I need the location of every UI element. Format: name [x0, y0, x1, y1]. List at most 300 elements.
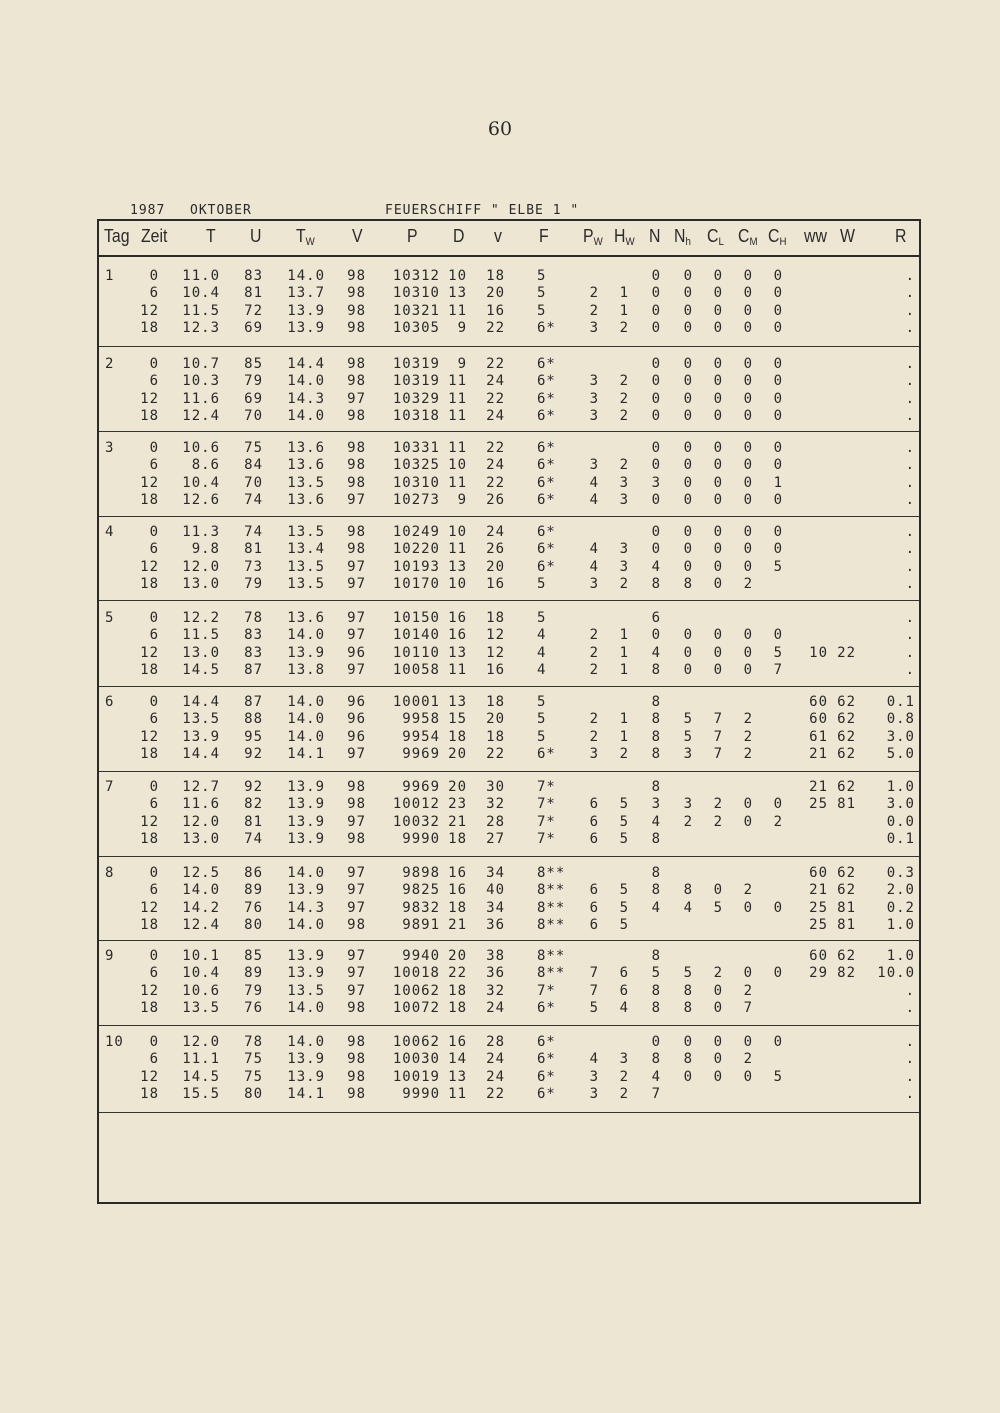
table-cell: 4: [537, 661, 547, 678]
table-cell: 3: [683, 745, 693, 762]
table-cell: 0: [683, 524, 693, 540]
table-cell: 13.9: [287, 796, 325, 813]
table-cell: 13.9: [287, 1068, 325, 1085]
table-cell: 82: [244, 796, 263, 813]
day-divider: [99, 686, 919, 687]
table-cell: 1: [619, 728, 629, 745]
table-cell: 0: [773, 356, 783, 372]
table-cell: 0.1: [886, 694, 915, 710]
table-cell: 0: [683, 440, 693, 456]
table-cell: 6: [149, 711, 159, 728]
table-cell: 0: [743, 627, 753, 644]
table-cell: 10310: [392, 474, 440, 491]
table-cell: .: [905, 661, 915, 678]
day-block: [97, 779, 921, 848]
table-cell: 24: [486, 373, 505, 390]
table-row: [97, 303, 921, 320]
table-cell: 85: [244, 948, 263, 964]
table-cell: 10.4: [182, 474, 220, 491]
table-cell: 0: [683, 373, 693, 390]
table-cell: 14.1: [287, 745, 325, 762]
table-cell: 69: [244, 390, 263, 407]
table-row: [97, 865, 921, 882]
table-cell: 13.9: [287, 319, 325, 336]
table-row: [97, 983, 921, 1000]
table-cell: 0: [651, 268, 661, 284]
table-cell: 12.4: [182, 916, 220, 933]
table-cell: 18: [448, 728, 467, 745]
table-cell: 12: [486, 644, 505, 661]
table-cell: 13.0: [182, 644, 220, 661]
table-cell: 0: [651, 302, 661, 319]
table-cell: 0: [683, 1068, 693, 1085]
table-row: [97, 492, 921, 509]
table-cell: 0: [651, 541, 661, 558]
table-cell: 2: [589, 644, 599, 661]
table-cell: 3: [651, 474, 661, 491]
table-cell: 0: [651, 627, 661, 644]
table-cell: 2: [743, 882, 753, 899]
table-cell: 13.6: [287, 440, 325, 456]
table-cell: 4: [537, 627, 547, 644]
table-cell: 20: [486, 711, 505, 728]
table-cell: 10305: [392, 319, 440, 336]
table-cell: 7: [713, 711, 723, 728]
table-cell: 13: [448, 558, 467, 575]
table-cell: 12.6: [182, 491, 220, 508]
table-cell: 2: [589, 661, 599, 678]
table-cell: 4: [589, 1051, 599, 1068]
table-cell: 2: [619, 745, 629, 762]
table-cell: 20: [448, 948, 467, 964]
table-cell: 13.4: [287, 541, 325, 558]
table-cell: 6*: [537, 541, 556, 558]
table-cell: 11: [448, 541, 467, 558]
table-cell: 2: [713, 965, 723, 982]
table-cell: 10: [809, 644, 828, 661]
table-cell: 6*: [537, 1034, 556, 1050]
table-cell: 3: [619, 558, 629, 575]
day-block: [97, 948, 921, 1017]
table-cell: 14.1: [287, 1085, 325, 1102]
table-cell: 8: [651, 830, 661, 847]
table-cell: 4: [589, 558, 599, 575]
table-cell: 7*: [537, 779, 556, 795]
table-cell: 0: [149, 440, 159, 456]
table-cell: 70: [244, 474, 263, 491]
table-cell: 0: [683, 390, 693, 407]
table-cell: 62: [837, 711, 856, 728]
table-cell: 0: [713, 373, 723, 390]
table-cell: .: [905, 644, 915, 661]
table-cell: 4: [589, 474, 599, 491]
column-header: Tag: [104, 226, 130, 246]
table-cell: 12: [140, 728, 159, 745]
table-cell: 16: [486, 661, 505, 678]
table-cell: 13.5: [287, 575, 325, 592]
table-cell: 18: [140, 745, 159, 762]
table-cell: 5: [773, 558, 783, 575]
table-cell: 12: [140, 558, 159, 575]
table-cell: 83: [244, 644, 263, 661]
table-cell: 6*: [537, 457, 556, 474]
table-cell: 6: [149, 541, 159, 558]
table-cell: 0: [713, 558, 723, 575]
table-cell: 13: [448, 285, 467, 302]
table-cell: .: [905, 627, 915, 644]
table-cell: 6: [589, 796, 599, 813]
table-cell: 0: [683, 491, 693, 508]
table-cell: 8**: [537, 965, 566, 982]
table-cell: 11.3: [182, 524, 220, 540]
table-cell: 98: [347, 373, 366, 390]
table-cell: 87: [244, 694, 263, 710]
table-cell: 0: [149, 865, 159, 881]
column-header: v: [494, 226, 502, 246]
table-row: [97, 900, 921, 917]
table-cell: 18: [448, 899, 467, 916]
table-cell: 12.0: [182, 813, 220, 830]
table-cell: 98: [347, 356, 366, 372]
table-cell: 98: [347, 916, 366, 933]
table-cell: 27: [486, 830, 505, 847]
table-cell: .: [905, 491, 915, 508]
table-cell: .: [905, 285, 915, 302]
table-cell: 14: [448, 1051, 467, 1068]
table-cell: 10058: [392, 661, 440, 678]
table-cell: 11: [448, 373, 467, 390]
table-cell: 11: [448, 407, 467, 424]
table-cell: 10030: [392, 1051, 440, 1068]
table-cell: 13.9: [287, 882, 325, 899]
table-cell: 7*: [537, 830, 556, 847]
table-cell: 14.0: [287, 407, 325, 424]
table-cell: 18: [140, 830, 159, 847]
table-cell: 6*: [537, 745, 556, 762]
table-cell: 1: [619, 302, 629, 319]
table-cell: 0: [149, 268, 159, 284]
table-cell: 12.3: [182, 319, 220, 336]
table-row: [97, 814, 921, 831]
table-cell: 0: [149, 694, 159, 710]
table-cell: 2: [773, 813, 783, 830]
table-end-divider: [99, 1112, 919, 1113]
table-cell: .: [905, 390, 915, 407]
table-cell: 14.0: [287, 268, 325, 284]
table-cell: 98: [347, 779, 366, 795]
column-header: Zeit: [141, 226, 168, 246]
table-cell: 16: [448, 1034, 467, 1050]
table-cell: 5: [619, 916, 629, 933]
table-cell: 76: [244, 999, 263, 1016]
table-cell: 74: [244, 830, 263, 847]
column-header: $N_h$: [674, 226, 691, 248]
table-cell: 13.9: [287, 644, 325, 661]
table-cell: .: [905, 999, 915, 1016]
table-cell: 7: [773, 661, 783, 678]
table-cell: 10110: [392, 644, 440, 661]
table-cell: 5: [773, 644, 783, 661]
table-cell: 0: [743, 440, 753, 456]
table-cell: 0: [713, 440, 723, 456]
table-cell: 0.8: [886, 711, 915, 728]
table-cell: 10.6: [182, 982, 220, 999]
table-cell: 11.5: [182, 627, 220, 644]
table-cell: 6*: [537, 1085, 556, 1102]
table-cell: .: [905, 1034, 915, 1050]
table-cell: 0: [713, 541, 723, 558]
table-cell: 9969: [402, 779, 440, 795]
table-cell: 0: [683, 627, 693, 644]
table-cell: 6: [589, 830, 599, 847]
table-cell: 13.5: [182, 999, 220, 1016]
table-cell: 2: [619, 575, 629, 592]
table-cell: 6*: [537, 356, 556, 372]
table-cell: 28: [486, 813, 505, 830]
table-cell: 7: [743, 999, 753, 1016]
table-cell: 13: [448, 1068, 467, 1085]
table-cell: .: [905, 457, 915, 474]
table-cell: 0: [773, 319, 783, 336]
table-cell: 4: [537, 644, 547, 661]
table-cell: 3: [589, 390, 599, 407]
table-cell: 2: [619, 1085, 629, 1102]
table-cell: .: [905, 268, 915, 284]
table-cell: 8: [683, 982, 693, 999]
table-cell: 16: [486, 575, 505, 592]
table-row: [97, 882, 921, 899]
table-cell: 2: [589, 711, 599, 728]
table-cell: 0: [651, 390, 661, 407]
table-cell: 0: [149, 948, 159, 964]
table-cell: 0: [743, 407, 753, 424]
table-cell: 5: [619, 813, 629, 830]
table-cell: 0: [773, 627, 783, 644]
column-header-row: [97, 219, 921, 257]
table-cell: 16: [448, 610, 467, 626]
table-cell: 2: [713, 796, 723, 813]
table-cell: 11: [448, 474, 467, 491]
table-cell: 4: [651, 644, 661, 661]
table-cell: 3: [589, 1085, 599, 1102]
table-cell: 5: [683, 965, 693, 982]
table-cell: 62: [837, 865, 856, 881]
table-cell: 10220: [392, 541, 440, 558]
table-cell: 3: [589, 745, 599, 762]
table-cell: 5: [773, 1068, 783, 1085]
table-cell: 0: [773, 407, 783, 424]
table-cell: 5: [537, 610, 547, 626]
table-cell: 6: [149, 965, 159, 982]
day-block: [97, 356, 921, 425]
table-cell: 10012: [392, 796, 440, 813]
table-cell: 0: [743, 1034, 753, 1050]
table-cell: 6: [149, 457, 159, 474]
table-cell: 22: [486, 474, 505, 491]
table-cell: 14.0: [287, 711, 325, 728]
table-row: [97, 576, 921, 593]
table-cell: 32: [486, 982, 505, 999]
table-cell: 2: [619, 373, 629, 390]
table-cell: 22: [486, 440, 505, 456]
table-cell: 36: [486, 916, 505, 933]
table-cell: 0: [743, 796, 753, 813]
table-cell: 5: [683, 711, 693, 728]
table-cell: 98: [347, 796, 366, 813]
table-cell: .: [905, 541, 915, 558]
table-row: [97, 475, 921, 492]
table-cell: 10: [448, 268, 467, 284]
table-cell: 2: [619, 457, 629, 474]
table-cell: 86: [244, 865, 263, 881]
table-cell: 4: [683, 899, 693, 916]
table-row: [97, 285, 921, 302]
table-cell: 13.9: [287, 813, 325, 830]
cell-day: 2: [105, 356, 115, 372]
day-block: [97, 524, 921, 593]
table-cell: 13.5: [182, 711, 220, 728]
table-cell: 0.0: [886, 813, 915, 830]
table-cell: 12: [140, 899, 159, 916]
table-cell: 14.2: [182, 899, 220, 916]
table-cell: 0: [713, 627, 723, 644]
table-cell: 0: [713, 999, 723, 1016]
table-cell: 62: [837, 948, 856, 964]
table-cell: 0: [713, 882, 723, 899]
table-cell: .: [905, 610, 915, 626]
table-cell: 8: [651, 779, 661, 795]
table-cell: 10001: [392, 694, 440, 710]
table-cell: 10072: [392, 999, 440, 1016]
table-cell: 6: [589, 882, 599, 899]
table-cell: 97: [347, 627, 366, 644]
table-cell: 6: [651, 610, 661, 626]
table-row: [97, 662, 921, 679]
table-cell: 12: [140, 390, 159, 407]
table-cell: 16: [448, 882, 467, 899]
table-cell: 6*: [537, 999, 556, 1016]
table-cell: 0: [651, 319, 661, 336]
table-cell: .: [905, 1068, 915, 1085]
table-cell: 12: [140, 1068, 159, 1085]
table-cell: 96: [347, 728, 366, 745]
table-cell: 9958: [402, 711, 440, 728]
table-cell: 13.9: [287, 948, 325, 964]
table-cell: 21: [809, 745, 828, 762]
table-cell: 12: [140, 302, 159, 319]
table-cell: 97: [347, 661, 366, 678]
table-cell: 0: [149, 1034, 159, 1050]
table-cell: 16: [448, 865, 467, 881]
table-cell: 95: [244, 728, 263, 745]
table-cell: 11.6: [182, 796, 220, 813]
table-cell: 0: [651, 373, 661, 390]
table-cell: 10319: [392, 373, 440, 390]
table-cell: .: [905, 373, 915, 390]
table-cell: 5: [683, 728, 693, 745]
day-divider: [99, 940, 919, 941]
table-cell: 0: [651, 407, 661, 424]
header-month: OKTOBER: [190, 203, 252, 218]
table-cell: 0: [651, 356, 661, 372]
table-cell: 0: [743, 373, 753, 390]
table-cell: 2: [589, 285, 599, 302]
table-cell: 22: [486, 356, 505, 372]
table-cell: 0: [713, 302, 723, 319]
table-cell: 8: [651, 728, 661, 745]
column-header: $H_W$: [614, 226, 635, 248]
table-cell: 6: [589, 813, 599, 830]
table-cell: 36: [486, 965, 505, 982]
table-cell: 98: [347, 302, 366, 319]
day-divider: [99, 1025, 919, 1026]
table-cell: 10150: [392, 610, 440, 626]
table-cell: 79: [244, 982, 263, 999]
table-cell: 97: [347, 982, 366, 999]
table-cell: 22: [486, 745, 505, 762]
table-cell: 97: [347, 575, 366, 592]
table-cell: 3: [619, 474, 629, 491]
table-cell: 22: [486, 1085, 505, 1102]
table-cell: 98: [347, 1034, 366, 1050]
table-row: [97, 1086, 921, 1103]
table-cell: 75: [244, 440, 263, 456]
column-header: N: [649, 226, 661, 246]
table-cell: .: [905, 440, 915, 456]
table-cell: 83: [244, 627, 263, 644]
table-cell: 9954: [402, 728, 440, 745]
day-block: [97, 694, 921, 763]
table-cell: 8: [651, 1051, 661, 1068]
table-cell: 0: [743, 899, 753, 916]
table-row: [97, 457, 921, 474]
table-cell: 87: [244, 661, 263, 678]
table-cell: 0: [743, 524, 753, 540]
table-cell: 15: [448, 711, 467, 728]
table-cell: 3: [589, 575, 599, 592]
table-cell: 11: [448, 390, 467, 407]
table-cell: 1: [773, 474, 783, 491]
table-cell: 24: [486, 524, 505, 540]
table-cell: 18: [140, 575, 159, 592]
table-cell: 6: [619, 982, 629, 999]
table-cell: 8**: [537, 899, 566, 916]
table-cell: 13.9: [182, 728, 220, 745]
table-cell: 9825: [402, 882, 440, 899]
table-cell: 5: [537, 728, 547, 745]
table-cell: 0: [773, 965, 783, 982]
cell-day: 10: [105, 1034, 124, 1050]
table-cell: 5: [619, 899, 629, 916]
table-cell: 13.9: [287, 302, 325, 319]
table-cell: 83: [244, 268, 263, 284]
table-cell: 98: [347, 285, 366, 302]
table-cell: 0: [683, 1034, 693, 1050]
column-header: $C_M$: [738, 226, 758, 248]
table-cell: 10.4: [182, 285, 220, 302]
table-cell: 0: [713, 644, 723, 661]
day-divider: [99, 346, 919, 347]
table-cell: 18: [486, 694, 505, 710]
table-cell: 10062: [392, 1034, 440, 1050]
cell-day: 9: [105, 948, 115, 964]
table-cell: 0: [683, 558, 693, 575]
table-cell: 6: [149, 285, 159, 302]
table-cell: 97: [347, 965, 366, 982]
table-cell: 6: [149, 627, 159, 644]
table-cell: 0: [773, 440, 783, 456]
table-cell: 12.4: [182, 407, 220, 424]
